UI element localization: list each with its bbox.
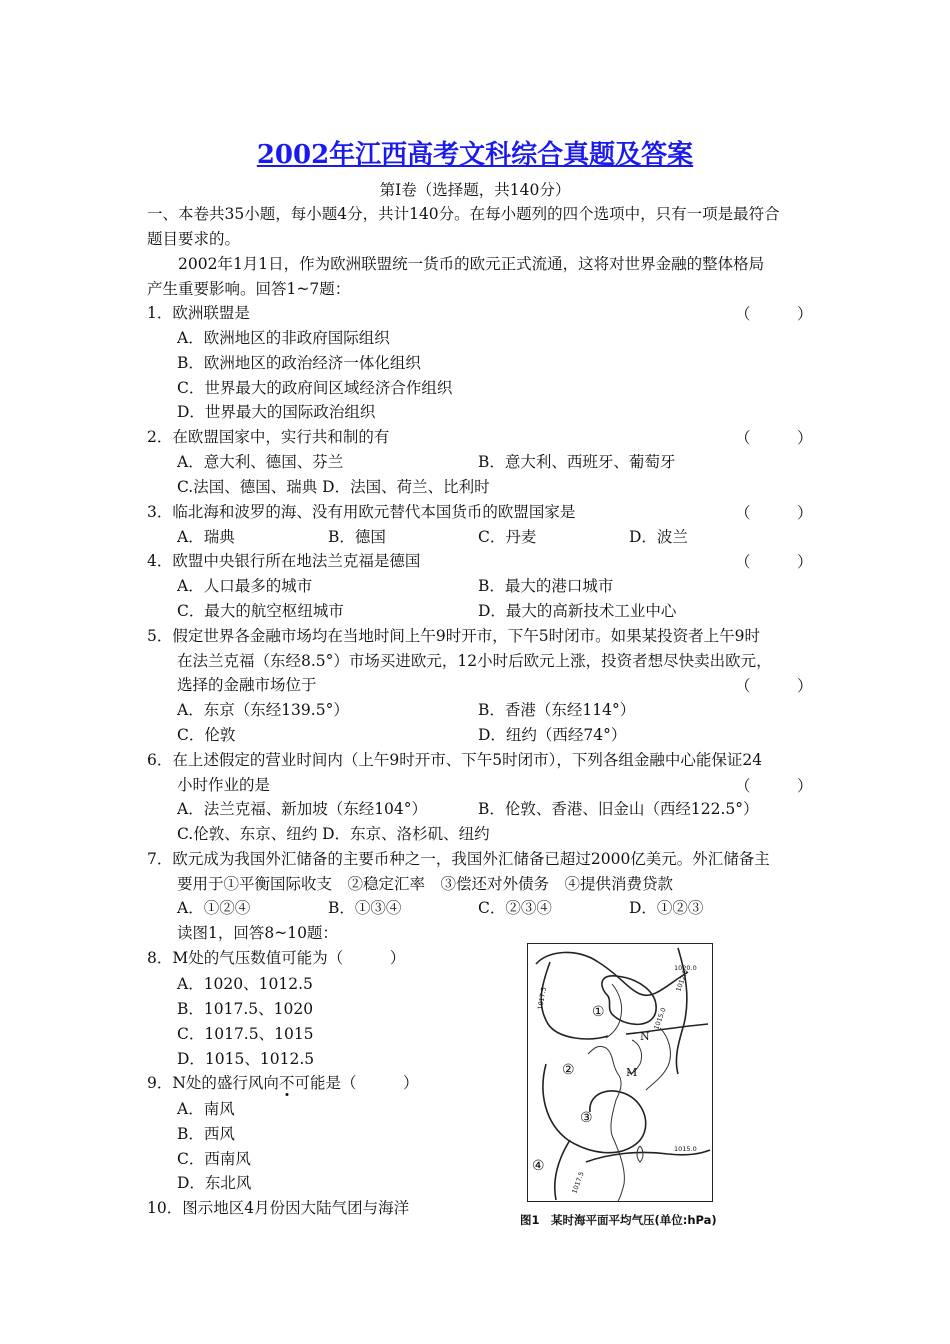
q1-option-b: B．欧洲地区的政治经济一体化组织 xyxy=(177,354,421,372)
q9-option-d: D．东北风 xyxy=(177,1174,252,1192)
coastline-taiwan xyxy=(637,1146,643,1162)
q8-option-c: C．1017.5、1015 xyxy=(177,1025,314,1043)
region-label-1: ① xyxy=(592,1004,605,1020)
q9-option-b: B．西风 xyxy=(177,1125,235,1143)
region-label-4: ④ xyxy=(532,1158,545,1174)
document-title[interactable]: 2002年江西高考文科综合真题及答案 xyxy=(256,140,694,170)
q5-option-c: C．伦敦 xyxy=(177,726,236,744)
q9-stem-pre: 9．N处的盛行风向 xyxy=(147,1074,279,1092)
q8-stem: 8．M处的气压数值可能为（ ） xyxy=(147,949,406,967)
q4-option-a: A．人口最多的城市 xyxy=(177,577,313,595)
q5-option-b: B．香港（东经114°） xyxy=(478,701,636,719)
point-label-n: N xyxy=(640,1030,650,1043)
coastline-mainland xyxy=(588,1046,624,1201)
isobar-label-1017-5: 1017.5 xyxy=(536,986,548,1011)
q6-option-cd: C.伦敦、东京、纽约 D．东京、洛杉矶、纽约 xyxy=(177,825,490,843)
section-heading: 第Ⅰ卷（选择题，共140分） xyxy=(379,181,571,199)
q7-option-c: C．②③④ xyxy=(478,899,552,917)
q2-answer-paren: （ ） xyxy=(735,429,813,447)
q3-option-c: C．丹麦 xyxy=(478,528,537,546)
pressure-map xyxy=(528,944,712,1201)
q9-option-c: C．西南风 xyxy=(177,1150,251,1168)
isobar-1017-5-left xyxy=(541,962,608,1039)
q1-option-a: A．欧洲地区的非政府国际组织 xyxy=(177,329,390,347)
point-label-m: M xyxy=(626,1066,638,1079)
q3-option-b: B．德国 xyxy=(328,528,386,546)
isobar-label-1015-lower: 1015.0 xyxy=(674,1145,697,1153)
q5-stem-2: 在法兰克福（东经8.5°）市场买进欧元，12小时后欧元上涨，投资者想尽快卖出欧元， xyxy=(177,652,772,670)
isobar-through-n xyxy=(626,1024,708,1034)
q5-option-d: D．纽约（西经74°） xyxy=(478,726,627,744)
passage-line-1: 2002年1月1日，作为欧洲联盟统一货币的欧元正式流通，这将对世界金融的整体格局 xyxy=(178,255,765,273)
isobar-label-1020: 1020.0 xyxy=(674,964,697,972)
q8-option-b: B．1017.5、1020 xyxy=(177,1000,314,1018)
isobar-label-1017-5-lower: 1017.5 xyxy=(570,1170,586,1195)
q7-option-a: A．①②④ xyxy=(177,899,251,917)
q6-option-a: A．法兰克福、新加坡（东经104°） xyxy=(177,800,428,818)
q1-option-d: D．世界最大的国际政治组织 xyxy=(177,403,376,421)
isobar-label-1015: 1015.0 xyxy=(652,1006,668,1031)
region-label-2: ② xyxy=(562,1062,575,1078)
q5-option-a: A．东京（东经139.5°） xyxy=(177,701,349,719)
instruction-line-2: 题目要求的。 xyxy=(147,230,241,248)
q5-stem-1: 5．假定世界各金融市场均在当地时间上午9时开市，下午5时闭市。如果某投资者上午9时 xyxy=(147,627,760,645)
q7-stem-1: 7．欧元成为我国外汇储备的主要币种之一，我国外汇储备已超过2000亿美元。外汇储备主 xyxy=(147,850,770,868)
q4-stem: 4．欧盟中央银行所在地法兰克福是德国 xyxy=(147,552,421,570)
q6-stem-2: 小时作业的是 xyxy=(177,776,271,794)
passage-line-2: 产生重要影响。回答1~7题： xyxy=(147,280,351,298)
q1-stem: 1．欧洲联盟是 xyxy=(147,304,250,322)
q4-option-c: C．最大的航空枢纽城市 xyxy=(177,602,344,620)
figure-caption: 图1 某时海平面平均气压(单位:hPa) xyxy=(520,1213,717,1227)
q6-option-b: B．伦敦、香港、旧金山（西经122.5°） xyxy=(478,800,759,818)
q9-stem-post: 可能是（ ） xyxy=(294,1074,419,1092)
isobar-1020 xyxy=(536,952,688,995)
isobar-1017-5-bottom xyxy=(555,1140,570,1200)
q9-stem xyxy=(147,1072,418,1094)
q1-option-c: C．世界最大的政府间区域经济合作组织 xyxy=(177,379,453,397)
isobar-inner-loop xyxy=(602,976,656,1025)
q4-option-d: D．最大的高新技术工业中心 xyxy=(478,602,677,620)
isobar-label-1012-5: 1012.5 xyxy=(674,968,690,993)
q8-option-d: D．1015、1012.5 xyxy=(177,1050,315,1068)
q7-option-b: B．①③④ xyxy=(328,899,402,917)
q2-stem: 2．在欧盟国家中，实行共和制的有 xyxy=(147,428,390,446)
q4-option-b: B．最大的港口城市 xyxy=(478,577,614,595)
q9-option-a: A．南风 xyxy=(177,1100,235,1118)
instruction-line-1: 一、本卷共35小题，每小题4分，共计140分。在每小题列的四个选项中，只有一项是最符合 xyxy=(147,205,780,223)
q5-answer-paren: （ ） xyxy=(735,677,813,695)
q1-answer-paren: （ ） xyxy=(735,305,813,323)
pressure-map-figure xyxy=(527,943,713,1202)
q2-option-cd: C.法国、德国、瑞典 D．法国、荷兰、比利时 xyxy=(177,478,490,496)
q9-emphasis-mark: 不 xyxy=(278,1074,295,1092)
q7-stem-2: 要用于①平衡国际收支 ②稳定汇率 ③偿还对外债务 ④提供消费贷款 xyxy=(177,875,674,893)
q3-stem: 3．临北海和波罗的海、没有用欧元替代本国货币的欧盟国家是 xyxy=(147,503,576,521)
q10-stem: 10．图示地区4月份因大陆气团与海洋 xyxy=(147,1199,410,1217)
q4-answer-paren: （ ） xyxy=(735,553,813,571)
coastline-islands xyxy=(646,1028,670,1090)
q3-option-d: D．波兰 xyxy=(629,528,688,546)
q8-option-a: A．1020、1012.5 xyxy=(177,975,313,993)
q2-option-a: A．意大利、德国、芬兰 xyxy=(177,453,344,471)
q5-stem-3: 选择的金融市场位于 xyxy=(177,676,317,694)
coastline-north xyxy=(606,984,622,1038)
figure-reference: 读图1，回答8~10题： xyxy=(177,924,338,942)
q7-option-d: D．①②③ xyxy=(629,899,704,917)
q3-answer-paren: （ ） xyxy=(735,504,813,522)
q3-option-a: A．瑞典 xyxy=(177,528,235,546)
q6-stem-1: 6．在上述假定的营业时间内（上午9时开市、下午5时闭市），下列各组金融中心能保证24 xyxy=(147,751,763,769)
q2-option-b: B．意大利、西班牙、葡萄牙 xyxy=(478,453,676,471)
q6-answer-paren: （ ） xyxy=(735,777,813,795)
region-label-3: ③ xyxy=(580,1110,593,1126)
